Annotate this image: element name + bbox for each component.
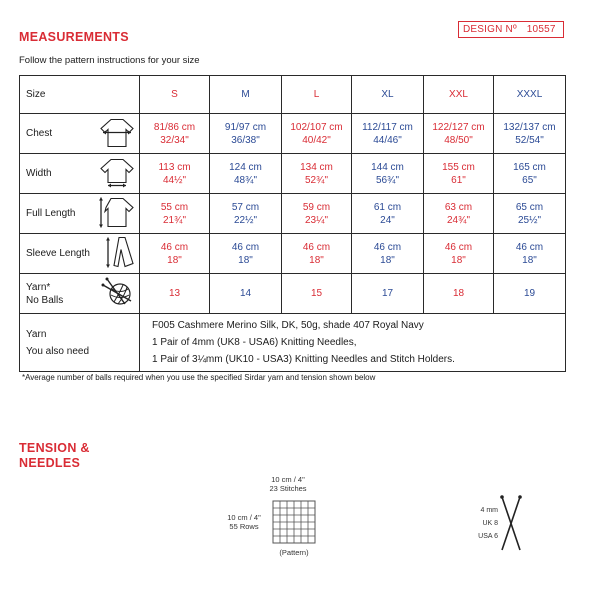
sleeve-s-cm: 46 cm: [160, 241, 189, 253]
sleeve-m-in: 18": [238, 254, 253, 266]
chest-xxxl-cm: 132/137 cm: [503, 121, 556, 133]
needle-uk: UK 8: [482, 520, 498, 527]
length-m-cm: 57 cm: [231, 201, 260, 213]
sleeve-l-cm: 46 cm: [302, 241, 331, 253]
sleeve-length-icon: [105, 235, 135, 272]
sleeve-xxxl-cm: 46 cm: [515, 241, 544, 253]
needle-sizes: [468, 504, 498, 543]
instruction-text: Follow the pattern instructions for your size: [19, 55, 200, 66]
size-label: Size: [20, 76, 140, 114]
size-row: [20, 76, 566, 114]
also-need-label: You also need: [26, 345, 90, 357]
size-l: L: [282, 76, 352, 114]
yarn-balls-row: [20, 274, 566, 314]
width-xl-cm: 144 cm: [371, 161, 404, 173]
width-l-cm: 134 cm: [300, 161, 333, 173]
length-xxxl-in: 25½": [517, 214, 541, 226]
length-xxxl-cm: 65 cm: [515, 201, 544, 213]
sweater-length-icon: [97, 195, 135, 232]
design-number-box: [458, 21, 564, 38]
yarn-ball-icon: [101, 277, 135, 311]
measurements-heading: MEASUREMENTS: [19, 30, 129, 44]
sweater-chest-icon: [99, 116, 135, 151]
length-xl-cm: 61 cm: [373, 201, 402, 213]
sleeve-xxl-in: 18": [451, 254, 466, 266]
length-xl-in: 24": [380, 214, 395, 226]
materials-row: [20, 314, 566, 372]
width-xxxl-cm: 165 cm: [513, 161, 546, 173]
tension-heading: [19, 441, 90, 471]
measurements-table: [19, 75, 566, 372]
full-length-row: [20, 194, 566, 234]
size-xxxl: XXXL: [494, 76, 566, 114]
chest-xl-cm: 112/117 cm: [362, 121, 413, 133]
needle-usa: USA 6: [478, 533, 498, 540]
yarn-balls-label-2: No Balls: [26, 294, 64, 306]
tension-swatch-grid: [272, 500, 316, 549]
sleeve-xl-in: 18": [380, 254, 395, 266]
length-l-in: 23¼": [304, 214, 328, 226]
chest-s-cm: 81/86 cm: [153, 121, 196, 133]
size-s: S: [140, 76, 210, 114]
sleeve-l-in: 18": [309, 254, 324, 266]
length-m-in: 22½": [233, 214, 257, 226]
needle-mm: 4 mm: [480, 507, 498, 514]
need-line-1: 1 Pair of 4mm (UK8 - USA6) Knitting Needles,: [152, 337, 357, 348]
size-m: M: [210, 76, 282, 114]
chest-xl-in: 44/46": [373, 134, 402, 146]
width-xxxl-in: 65": [522, 174, 537, 186]
tension-heading-2: NEEDLES: [19, 456, 81, 470]
tension-height-block: [219, 513, 269, 531]
width-xxl-cm: 155 cm: [442, 161, 475, 173]
balls-xxl: 18: [424, 274, 494, 314]
chest-m-in: 36/38": [231, 134, 260, 146]
sweater-width-icon: [99, 156, 135, 191]
knitting-needles-icon: [499, 494, 523, 557]
sleeve-length-label: Sleeve Length: [26, 248, 90, 259]
yarn-value: F005 Cashmere Merino Silk, DK, 50g, shade 407 Royal Navy: [152, 320, 424, 331]
width-label: Width: [26, 168, 52, 179]
width-s-in: 44½": [162, 174, 186, 186]
sleeve-xxl-cm: 46 cm: [444, 241, 473, 253]
tension-height-label: 10 cm / 4": [227, 513, 261, 522]
length-xxl-in: 24¾": [446, 214, 470, 226]
size-xxl: XXL: [424, 76, 494, 114]
tension-rows: 55 Rows: [229, 522, 259, 531]
sleeve-xl-cm: 46 cm: [373, 241, 402, 253]
sleeve-m-cm: 46 cm: [231, 241, 260, 253]
length-l-cm: 59 cm: [302, 201, 331, 213]
chest-l-in: 40/42": [302, 134, 331, 146]
footnote: *Average number of balls required when you use the specified Sirdar yarn and tension shown below: [22, 373, 376, 382]
tension-width-label: 10 cm / 4": [271, 475, 305, 484]
chest-label: Chest: [26, 128, 53, 139]
chest-xxxl-in: 52/54": [515, 134, 544, 146]
length-s-cm: 55 cm: [160, 201, 189, 213]
balls-m: 14: [210, 274, 282, 314]
yarn-balls-label-1: Yarn*: [26, 281, 51, 293]
chest-s-in: 32/34": [160, 134, 189, 146]
balls-s: 13: [140, 274, 210, 314]
size-xl: XL: [352, 76, 424, 114]
chest-row: [20, 114, 566, 154]
sleeve-xxxl-in: 18": [522, 254, 537, 266]
width-l-in: 52¾": [304, 174, 328, 186]
chest-m-cm: 91/97 cm: [224, 121, 267, 133]
balls-xl: 17: [352, 274, 424, 314]
width-m-cm: 124 cm: [229, 161, 262, 173]
chest-xxl-cm: 122/127 cm: [432, 121, 485, 133]
width-s-cm: 113 cm: [158, 161, 191, 173]
sleeve-s-in: 18": [167, 254, 182, 266]
tension-stitches: 23 Stitches: [269, 484, 307, 493]
tension-width-block: [248, 475, 328, 493]
tension-caption: (Pattern): [279, 548, 309, 557]
full-length-label: Full Length: [26, 208, 76, 219]
width-xxl-in: 61": [451, 174, 466, 186]
chest-l-cm: 102/107 cm: [290, 121, 343, 133]
width-m-in: 48¾": [233, 174, 257, 186]
chest-xxl-in: 48/50": [444, 134, 473, 146]
width-xl-in: 56¾": [375, 174, 399, 186]
length-s-in: 21¾": [162, 214, 186, 226]
balls-l: 15: [282, 274, 352, 314]
length-xxl-cm: 63 cm: [444, 201, 473, 213]
width-row: [20, 154, 566, 194]
yarn-label: Yarn: [26, 328, 47, 340]
balls-xxxl: 19: [494, 274, 566, 314]
need-line-2: 1 Pair of 3¼mm (UK10 - USA3) Knitting Needles and Stitch Holders.: [152, 354, 455, 365]
design-label: DESIGN Nº: [463, 24, 517, 35]
tension-heading-1: TENSION &: [19, 441, 90, 455]
sleeve-length-row: [20, 234, 566, 274]
design-number: 10557: [526, 24, 556, 35]
